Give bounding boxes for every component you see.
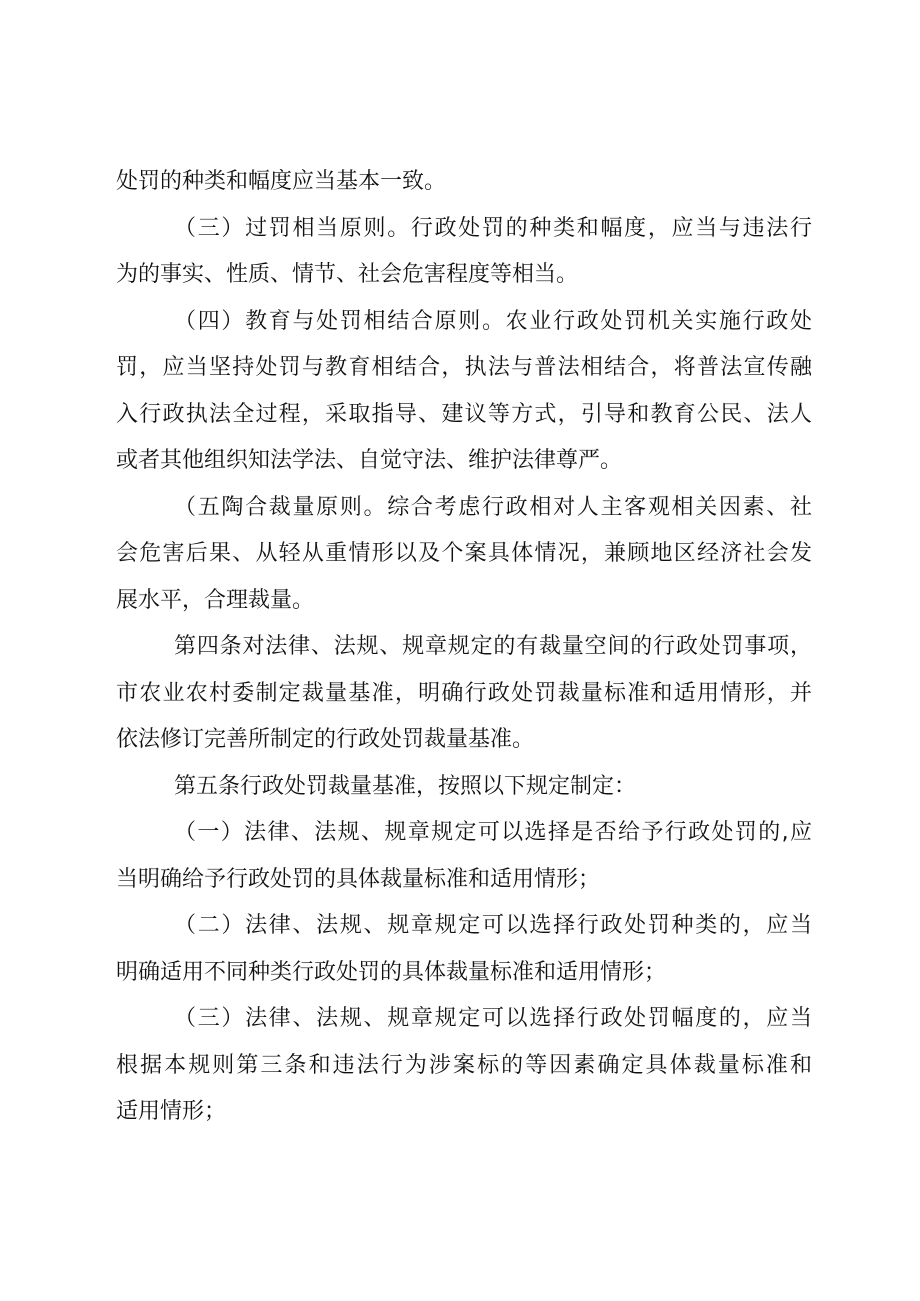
text-line: 第四条对法律、法规、规章规定的有裁量空间的行政处罚事项， [174,634,812,659]
paragraph-9 [116,996,812,1136]
text-line: 第五条行政处罚裁量基准，按照以下规定制定： [174,773,637,799]
paragraph-5 [116,624,812,764]
text-line: 当明确给予行政处罚的具体裁量标准和适用情形； [116,866,601,892]
paragraph-6 [116,764,812,811]
text-line: 市农业农村委制定裁量基准，明确行政处罚裁量标准和适用情形，并 [116,680,812,706]
paragraph-2 [116,206,812,299]
text-line: （五陶合裁量原则。综合考虑行政相对人主客观相关因素、社 [174,494,812,520]
text-line: 或者其他组织知法学法、自觉守法、维护法律尊严。 [116,448,623,473]
text-line: 根据本规则第三条和违法行为涉案标的等因素确定具体裁量标准和 [116,1052,812,1078]
paragraph-3 [116,299,812,485]
text-line: 展水平，合理裁量。 [116,587,315,613]
text-line: （一）法律、法规、规章规定可以选择是否给予行政处罚的,应 [174,820,812,845]
text-line: （四）教育与处罚相结合原则。农业行政处罚机关实施行政处 [174,308,812,334]
paragraph-4 [116,485,812,625]
paragraph-8 [116,903,812,996]
paragraph-1 [116,159,812,206]
text-line: （三）法律、法规、规章规定可以选择行政处罚幅度的，应当 [174,1006,812,1031]
text-line: 适用情形； [116,1099,227,1124]
text-line: 罚，应当坚持处罚与教育相结合，执法与普法相结合，将普法宣传融 [116,355,812,380]
text-line: （三）过罚相当原则。行政处罚的种类和幅度，应当与违法行 [174,215,812,241]
text-line: （二）法律、法规、规章规定可以选择行政处罚种类的，应当 [174,913,812,938]
paragraph-7 [116,810,812,903]
text-line: 处罚的种类和幅度应当基本一致。 [116,169,447,194]
text-line: 依法修订完善所制定的行政处罚裁量基准。 [116,727,535,752]
document-body [116,159,812,1136]
text-line: 为的事实、性质、情节、社会危害程度等相当。 [116,262,579,287]
text-line: 会危害后果、从轻从重情形以及个案具体情况，兼顾地区经济社会发 [116,541,812,566]
text-line: 明确适用不同种类行政处罚的具体裁量标准和适用情形； [116,959,667,985]
text-line: 入行政执法全过程，采取指导、建议等方式，引导和教育公民、法人 [116,401,812,427]
